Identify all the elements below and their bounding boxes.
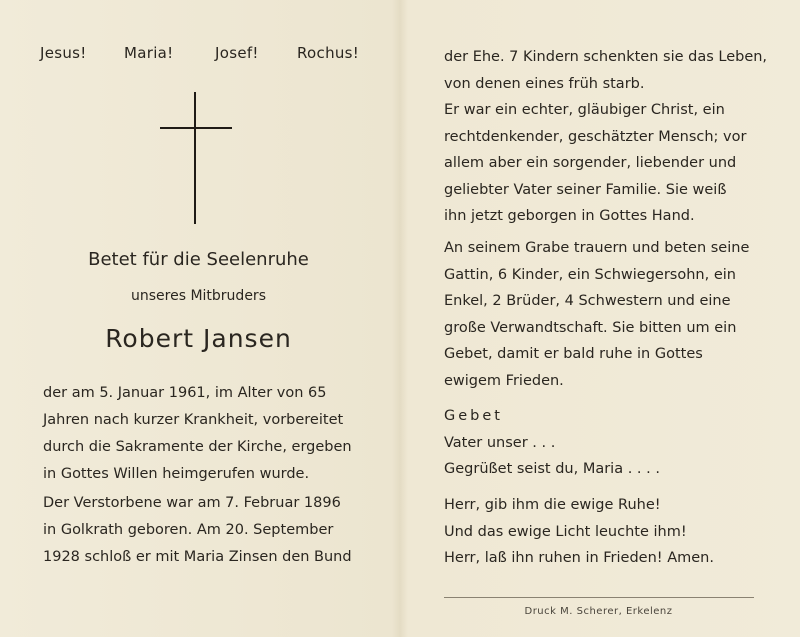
- biography-paragraph-2: [43, 490, 355, 571]
- text-line: Herr, laß ihn ruhen in Frieden! Amen.: [444, 550, 714, 566]
- text-line: von denen eines früh starb.: [444, 75, 645, 92]
- gebet-title: Gebet: [444, 408, 503, 424]
- gebet-section: [444, 403, 754, 483]
- closing-prayer: [444, 492, 754, 572]
- text-line: allem aber ein sorgender, liebender und: [444, 155, 737, 171]
- text-line: durch die Sakramente der Kirche, ergeben: [43, 439, 352, 455]
- text-line: geliebter Vater seiner Familie. Sie weiß: [444, 181, 727, 198]
- invocation-josef: Josef!: [215, 44, 259, 62]
- cross-vertical-bar: [194, 92, 196, 224]
- text-line: Er war ein echter, gläubiger Christ, ein: [444, 102, 725, 118]
- deceased-name: Robert Jansen: [105, 324, 292, 353]
- text-line: 1928 schloß er mit Maria Zinsen den Bund: [43, 549, 352, 565]
- text-line: Und das ewige Licht leuchte ihm!: [444, 523, 687, 540]
- text-line: Gebet, damit er bald ruhe in Gottes: [444, 346, 703, 362]
- text-line: Herr, gib ihm die ewige Ruhe!: [444, 497, 661, 513]
- text-line: der am 5. Januar 1961, im Alter von 65: [43, 385, 327, 401]
- gebet-line: Vater unser . . .: [444, 434, 556, 451]
- text-line: Enkel, 2 Brüder, 4 Schwestern und eine: [444, 293, 731, 309]
- text-line: Jahren nach kurzer Krankheit, vorbereitet: [43, 412, 344, 428]
- invocation-jesus: Jesus!: [40, 44, 87, 62]
- text-line: große Verwandtschaft. Sie bitten um ein: [444, 319, 737, 336]
- invocation-rochus: Rochus!: [297, 44, 360, 62]
- cross-icon: [160, 92, 232, 224]
- text-line: Der Verstorbene war am 7. Februar 1896: [43, 495, 341, 511]
- prayer-subheading: unseres Mitbruders: [131, 288, 266, 304]
- divider: [444, 597, 754, 598]
- mourners-paragraph: [444, 235, 754, 394]
- gebet-line: Gegrüßet seist du, Maria . . . .: [444, 461, 660, 477]
- text-line: ihn jetzt geborgen in Gottes Hand.: [444, 208, 695, 224]
- text-line: der Ehe. 7 Kindern schenkten sie das Leben,: [444, 49, 768, 65]
- text-line: rechtdenkender, geschätzter Mensch; vor: [444, 128, 747, 145]
- invocation-maria: Maria!: [124, 44, 174, 62]
- biography-paragraph-3: [444, 44, 768, 230]
- cross-horizontal-bar: [160, 127, 232, 129]
- text-line: ewigem Frieden.: [444, 372, 564, 389]
- text-line: in Gottes Willen heimgerufen wurde.: [43, 466, 310, 482]
- text-line: An seinem Grabe trauern und beten seine: [444, 240, 750, 256]
- text-line: Gattin, 6 Kinder, ein Schwiegersohn, ein: [444, 266, 736, 283]
- biography-paragraph-1: [43, 380, 355, 488]
- text-line: in Golkrath geboren. Am 20. September: [43, 522, 334, 538]
- prayer-heading: Betet für die Seelenruhe: [88, 249, 309, 270]
- right-page: [400, 0, 800, 637]
- printer-imprint: Druck M. Scherer, Erkelenz: [524, 606, 673, 617]
